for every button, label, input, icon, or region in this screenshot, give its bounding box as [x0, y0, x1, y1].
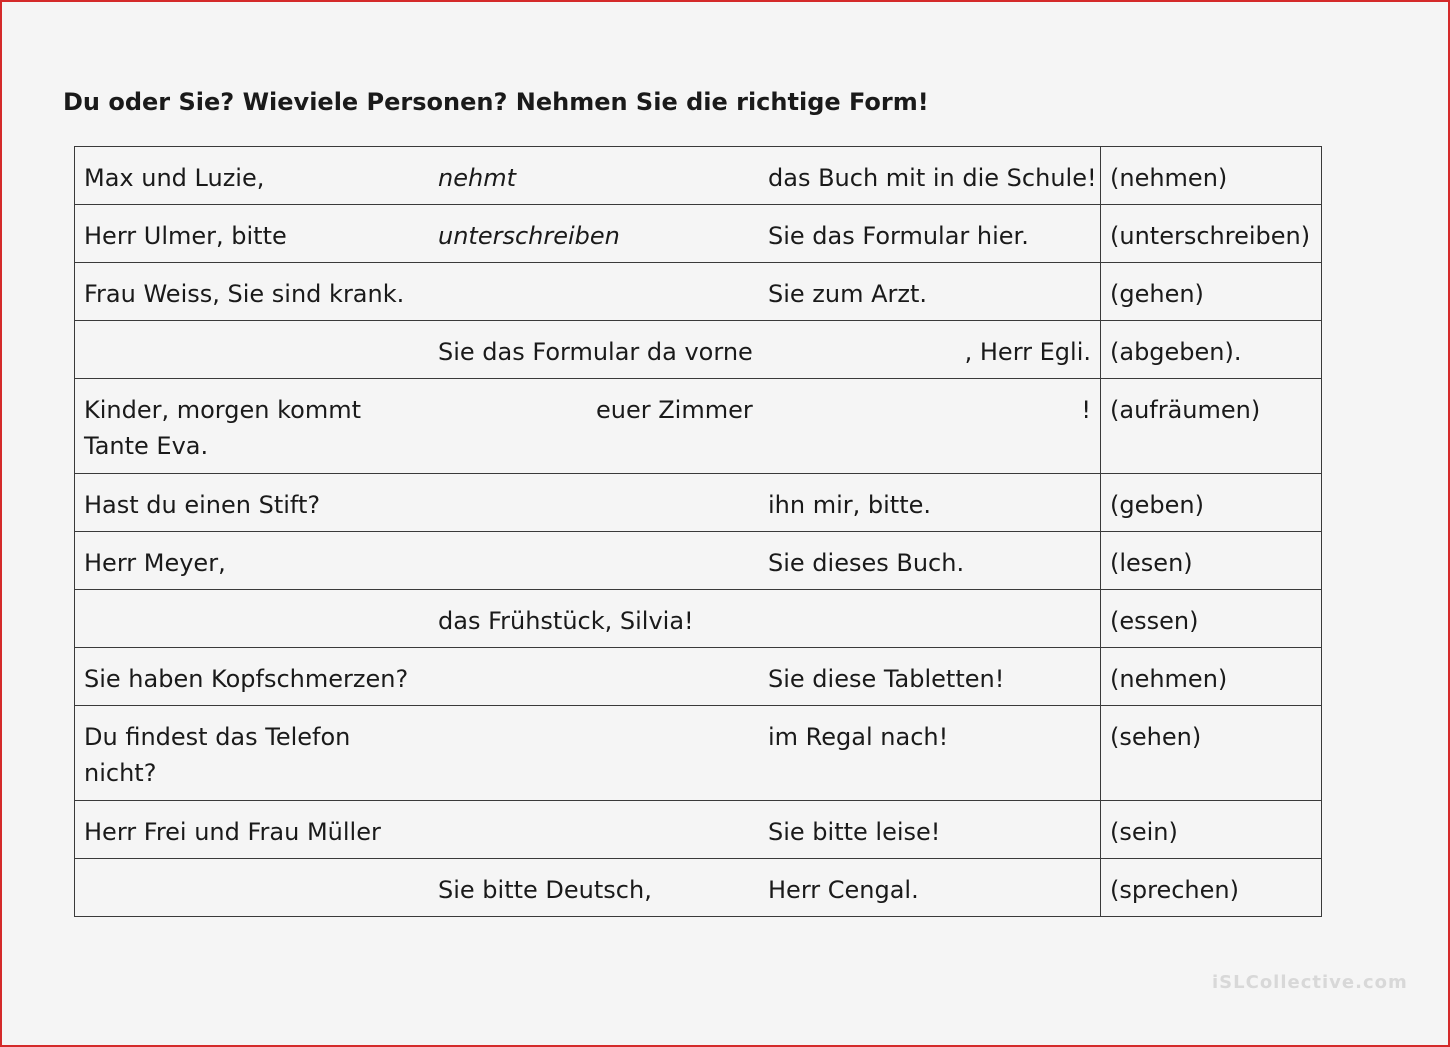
sentence-end: Sie das Formular hier. — [768, 222, 1029, 250]
table-row — [75, 859, 1322, 917]
sentence-middle: Sie das Formular da vorne — [438, 338, 753, 366]
table-row — [75, 648, 1322, 706]
sentence-start: Max und Luzie, — [84, 164, 265, 192]
verb-hint: (lesen) — [1101, 532, 1322, 590]
sentence-start: Herr Meyer, — [84, 549, 226, 577]
sentence-cell — [75, 147, 1101, 205]
verb-hint: (gehen) — [1101, 263, 1322, 321]
sentence-cell — [75, 590, 1101, 648]
sentence-middle: das Frühstück, Silvia! — [438, 607, 694, 635]
sentence-start: Herr Ulmer, bitte — [84, 222, 287, 250]
verb-hint: (sein) — [1101, 801, 1322, 859]
sentence-start: Kinder, morgen kommt Tante Eva. — [84, 396, 361, 460]
sentence-cell — [75, 532, 1101, 590]
table-row — [75, 532, 1322, 590]
table-row — [75, 801, 1322, 859]
sentence-cell — [75, 474, 1101, 532]
sentence-end: Sie diese Tabletten! — [768, 665, 1005, 693]
sentence-middle: Sie bitte Deutsch, — [438, 876, 652, 904]
verb-hint: (sehen) — [1101, 706, 1322, 801]
table-row — [75, 706, 1322, 801]
sentence-cell — [75, 379, 1101, 474]
sentence-cell — [75, 263, 1101, 321]
table-row — [75, 205, 1322, 263]
sentence-end: Sie dieses Buch. — [768, 549, 965, 577]
table-row — [75, 147, 1322, 205]
verb-hint: (sprechen) — [1101, 859, 1322, 917]
verb-hint: (nehmen) — [1101, 147, 1322, 205]
verb-hint: (geben) — [1101, 474, 1322, 532]
example-answer: nehmt — [438, 164, 516, 192]
sentence-cell — [75, 205, 1101, 263]
sentence-end: , Herr Egli. — [964, 338, 1091, 366]
sentence-end: Herr Cengal. — [768, 876, 919, 904]
sentence-end: im Regal nach! — [768, 723, 949, 751]
sentence-end: ! — [1081, 396, 1091, 424]
sentence-start: Herr Frei und Frau Müller — [84, 818, 381, 846]
table-row — [75, 474, 1322, 532]
table-row — [75, 321, 1322, 379]
example-answer: unterschreiben — [438, 222, 620, 250]
table-row — [75, 379, 1322, 474]
table-row — [75, 263, 1322, 321]
sentence-cell — [75, 859, 1101, 917]
sentence-end: Sie zum Arzt. — [768, 280, 928, 308]
sentence-end: das Buch mit in die Schule! — [768, 164, 1097, 192]
worksheet-title: Du oder Sie? Wieviele Personen? Nehmen Sie die richtige Form! — [63, 88, 929, 116]
sentence-end: Sie bitte leise! — [768, 818, 941, 846]
sentence-middle: euer Zimmer — [596, 396, 753, 424]
verb-hint: (abgeben). — [1101, 321, 1322, 379]
verb-hint: (essen) — [1101, 590, 1322, 648]
sentence-end: ihn mir, bitte. — [768, 491, 932, 519]
sentence-cell — [75, 648, 1101, 706]
sentence-start: Sie haben Kopfschmerzen? — [84, 665, 409, 693]
verb-hint: (unterschreiben) — [1101, 205, 1322, 263]
table-row — [75, 590, 1322, 648]
watermark: iSLCollective.com — [1212, 972, 1408, 993]
sentence-start: Hast du einen Stift? — [84, 491, 321, 519]
verb-hint: (nehmen) — [1101, 648, 1322, 706]
sentence-cell — [75, 321, 1101, 379]
sentence-cell — [75, 801, 1101, 859]
sentence-start: Frau Weiss, Sie sind krank. — [84, 280, 405, 308]
verb-hint: (aufräumen) — [1101, 379, 1322, 474]
exercise-table — [74, 146, 1322, 917]
sentence-start: Du findest das Telefon nicht? — [84, 723, 351, 787]
sentence-cell — [75, 706, 1101, 801]
